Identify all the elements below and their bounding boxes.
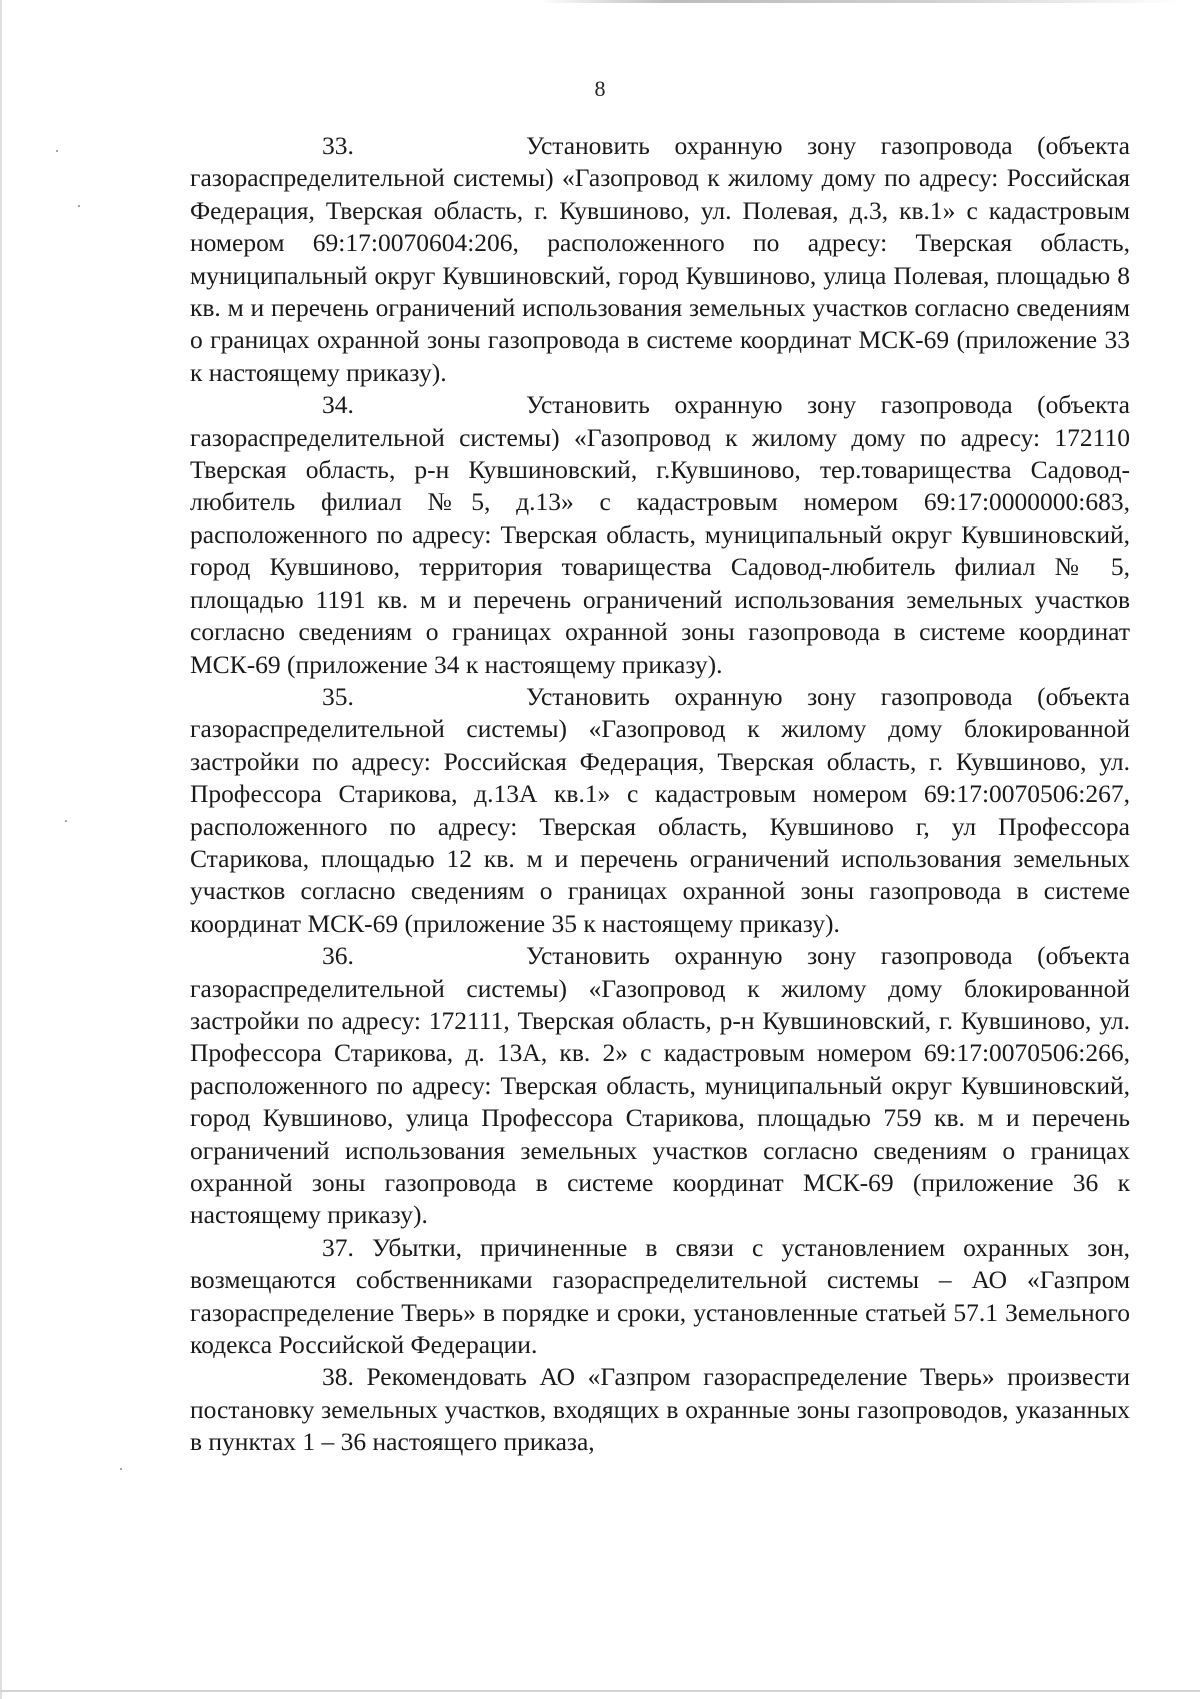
- paragraph-text: Убытки, причиненные в связи с установлением охранных зон, возмещаются собственниками газораспределительной системы – АО «Газпром газораспределение Тверь» в порядке и сроки, установленные статьей 57.1 Земельного кодекса Российской Федерации.: [190, 1232, 1131, 1360]
- paragraph-text: Установить охранную зону газопровода (объекта газораспределительной системы) «Газопровод к жилому дому блокированной застройки по адресу: Российская Федерация, Тверская область, г. Кувшиново, ул. Профессора Старикова, д.13А кв.1» с кадастровым номером 69:17:0070506:267, расположенного по адресу: Тверская область, Кувшиново г, ул Профессора Старикова, площадью 12 кв. м и перечень ограничений использования земельных участков согласно сведениям о границах охранной зоны газопровода в системе координат МСК-69 (приложение 35 к настоящему приказу).: [190, 681, 1130, 938]
- document-body: [190, 130, 1130, 1459]
- paragraph-34: [190, 389, 1130, 681]
- scan-speck: [56, 150, 58, 152]
- paragraph-text: Рекомендовать АО «Газпром газораспределение Тверь» произвести постановку земельных участков, входящих в охранные зоны газопроводов, указанных в пунктах 1 – 36 настоящего приказа,: [190, 1362, 1131, 1457]
- page-number: 8: [594, 76, 606, 101]
- paragraph-text: Установить охранную зону газопровода (объекта газораспределительной системы) «Газопровод к жилому дому по адресу: Российская Федерация, Тверская область, г. Кувшиново, ул. Полевая, д.3, кв.1» с кадастровым номером 69:17:0070604:206, расположенного по адресу: Тверская область, муниципальный округ Кувшиновский, город Кувшиново, улица Полевая, площадью 8 кв. м и перечень ограничений использования земельных участков согласно сведениям о границах охранной зоны газопровода в системе координат МСК-69 (приложение 33 к настоящему приказу).: [190, 131, 1130, 387]
- paragraph-33: [190, 130, 1130, 389]
- scan-speck: [120, 1468, 122, 1470]
- scan-edge-top: [540, 0, 1180, 3]
- paragraph-number: 34.: [322, 390, 354, 420]
- scan-speck: [65, 820, 67, 822]
- paragraph-number: 37.: [322, 1232, 354, 1262]
- paragraph-number: 35.: [322, 681, 354, 711]
- paragraph-number: 33.: [322, 131, 354, 160]
- scan-speck: [78, 205, 80, 207]
- paragraph-35: [190, 681, 1130, 940]
- scan-edge-left: [0, 0, 2, 1699]
- paragraph-37: [190, 1232, 1130, 1362]
- paragraph-36: [190, 940, 1130, 1232]
- paragraph-text: Установить охранную зону газопровода (объекта газораспределительной системы) «Газопровод к жилому дому по адресу: 172110 Тверская область, р-н Кувшиновский, г.Кувшиново, тер.товарищества Садовод-любитель филиал №5, д.13» с кадастровым номером 69:17:0000000:683, расположенного по адресу: Тверская область, муниципальный округ Кувшиновский, город Кувшиново, территория товарищества Садовод-любитель филиал № 5, площадью 1191 кв. м и перечень ограничений использования земельных участков согласно сведениям о границах охранной зоны газопровода в системе координат МСК-69 (приложение 34 к настоящему приказу).: [190, 390, 1130, 679]
- scan-edge-bottom: [0, 1690, 1200, 1692]
- paragraph-text: Установить охранную зону газопровода (объекта газораспределительной системы) «Газопровод к жилому дому блокированной застройки по адресу: 172111, Тверская область, р-н Кувшиновский, г. Кувшиново, ул. Профессора Старикова, д. 13А, кв. 2» с кадастровым номером 69:17:0070506:266, расположенного по адресу: Тверская область, муниципальный округ Кувшиновский, город Кувшиново, улица Профессора Старикова, площадью 759 кв. м и перечень ограничений использования земельных участков согласно сведениям о границах охранной зоны газопровода в системе координат МСК-69 (приложение 36 к настоящему приказу).: [190, 941, 1130, 1230]
- paragraph-number: 36.: [322, 941, 354, 971]
- paragraph-38: [190, 1361, 1130, 1458]
- paragraph-number: 38.: [322, 1362, 354, 1392]
